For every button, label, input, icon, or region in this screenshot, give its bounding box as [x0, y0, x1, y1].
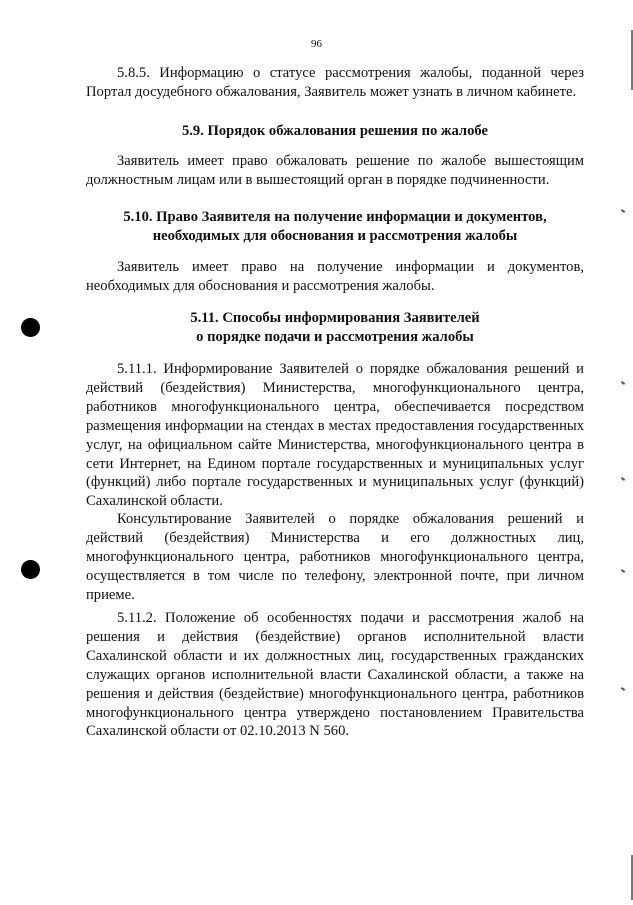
scan-mark — [621, 381, 625, 385]
page-number: 96 — [311, 38, 322, 50]
section-heading-5-9: 5.9. Порядок обжалования решения по жалобе — [181, 123, 488, 139]
binder-hole-bottom — [21, 560, 40, 579]
section-heading-5-10-line2: необходимых для обоснования и рассмотрения жалобы — [152, 227, 518, 244]
section-heading-5-11-line1: 5.11. Способы информирования Заявителей — [190, 310, 480, 326]
paragraph-5-8-5: 5.8.5. Информацию о статусе рассмотрения жалобы, поданной через Портал досудебного обжалования, Заявитель может узнать в личном кабинете. — [86, 65, 584, 100]
paragraph-5-11-1: 5.11.1. Информирование Заявителей о порядке обжалования решений и действий (бездействия) Министерства, многофункционального центра, работников многофункционального центра, обеспечивается посредством размещения информации на стендах в местах предоставления государственных услуг, на официальном сайте Министерства, многофункционального центра в сети Интернет, на Едином портале государственных и муниципальных услуг (функций) либо портале государственных и муниципальных услуг (функций) Сахалинской области. — [86, 361, 584, 510]
scan-mark — [621, 477, 625, 481]
scan-mark — [621, 569, 625, 573]
paragraph-5-10: Заявитель имеет право на получение информации и документов, необходимых для обоснования и рассмотрения жалобы. — [86, 259, 584, 294]
section-heading-5-10 — [86, 208, 584, 246]
binder-hole-top — [21, 318, 40, 337]
section-heading-5-11 — [86, 309, 584, 347]
paragraph-5-9: Заявитель имеет право обжаловать решение по жалобе вышестоящим должностным лицам или в вышестоящий орган в порядке подчиненности. — [86, 153, 584, 188]
section-heading-5-10-line1: 5.10. Право Заявителя на получение информации и документов, — [123, 209, 547, 225]
section-heading-5-11-line2: о порядке подачи и рассмотрения жалобы — [196, 328, 474, 345]
scan-mark — [621, 209, 625, 213]
scan-mark — [621, 687, 625, 691]
paragraph-5-11-2: 5.11.2. Положение об особенностях подачи и рассмотрения жалоб на решения и действия (бездействие) органов исполнительной власти Сахалинской области и их должностных лиц, государственных гражданских служащих органов исполнительной власти Сахалинской области, а также на решения и действия (бездействие) многофункционального центра, работников многофункционального центра утверждено постановлением Правительства Сахалинской области от 02.10.2013 N 560. — [86, 610, 584, 740]
paragraph-consultation: Консультирование Заявителей о порядке обжалования решений и действий (бездействия) Министерства и его должностных лиц, многофункционального центра, работников многофункционального центра, осуществляется в том числе по телефону, электронной почте, при личном приеме. — [86, 511, 584, 603]
